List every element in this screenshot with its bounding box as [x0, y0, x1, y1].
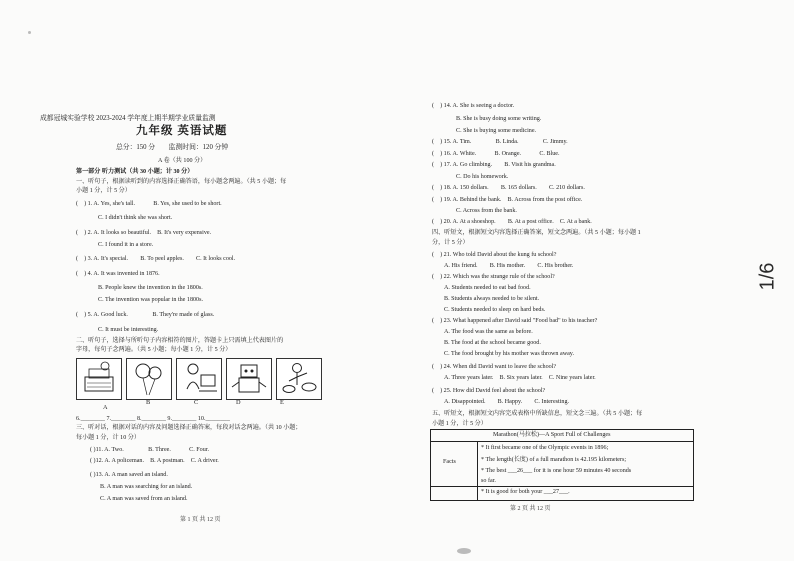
question-5-option-c: C. It must be interesting. — [98, 327, 159, 333]
part1-heading: 第一部分 听力测试（共 30 小题；计 30 分） — [76, 169, 194, 175]
table-column-divider — [477, 441, 478, 500]
sec1-title-cont: 小题 1 分，计 5 分） — [76, 188, 131, 194]
question-14-option-c: C. She is buying some medicine. — [456, 128, 537, 134]
picture-label-b: B — [146, 399, 151, 406]
picture-label-c: C — [194, 399, 199, 406]
picture-label-e: E — [280, 399, 284, 406]
question-23-option-b: B. The food at the school became good. — [444, 340, 541, 346]
question-24: ( ) 24. When did David want to leave the school? — [432, 364, 557, 370]
question-2: ( ) 2. A. It looks so beautiful. B. It's very expensive. — [76, 230, 212, 236]
marathon-table — [430, 429, 694, 501]
sec2-title: 二、听句子，选择与所听句子内容相符的图片，答题卡上只需填上代表图片的 — [76, 338, 284, 344]
question-22-option-a: A. Students needed to eat bad food. — [444, 285, 531, 291]
scan-mark — [457, 548, 471, 554]
exam-meta: 总分：150 分 监测时间：120 分钟 — [116, 144, 229, 151]
question-4: ( ) 4. A. It was invented in 1876. — [76, 271, 160, 277]
facts-label: Facts — [443, 459, 456, 465]
fact-3: * The best ___26___ for it is one hour 59 minutes 40 seconds — [481, 468, 632, 474]
question-20: ( ) 20. A. At a shoeshop. B. At a post office. C. At a bank. — [432, 219, 592, 225]
computer-user-picture — [177, 359, 221, 399]
sec2-title-cont: 字母，每句子念两遍。（共 5 小题；每小题 1 分，计 5 分） — [76, 347, 232, 353]
question-17: ( ) 17. A. Go climbing. B. Visit his grandma. — [432, 162, 556, 168]
question-18: ( ) 18. A. 150 dollars. B. 165 dollars. C. 210 dollars. — [432, 185, 585, 191]
typewriter-picture — [77, 359, 121, 399]
question-4-option-b: B. People knew the invention in the 1800s. — [98, 285, 203, 291]
question-16: ( ) 16. A. White. B. Orange. C. Blue. — [432, 151, 560, 157]
sec5-title: 五、听短文，根据短文内容完成表格中所缺信息，短文念三遍。（共 5 小题；每 — [432, 411, 643, 417]
school-title: 成都冠城实验学校 2023-2024 学年度上期半期学业质量监测 — [40, 115, 216, 122]
fact-1: * It first became one of the Olympic events in 1896; — [481, 445, 609, 451]
table-divider-2 — [431, 486, 693, 487]
question-24-options: A. Three years later. B. Six years later. C. Nine years later. — [444, 375, 596, 381]
fact-3-cont: so far. — [481, 478, 496, 484]
robot-picture — [227, 359, 271, 399]
question-25-options: A. Disappointed. B. Happy. C. Interesting. — [444, 399, 570, 405]
sec4-title-cont: 分，计 5 分） — [432, 240, 469, 246]
question-23: ( ) 23. What happened after David said "Food bad" to his teacher? — [432, 318, 598, 324]
sec2-answer-blanks: 6.________ 7.________ 8.________ 9.________ 10.________ — [76, 416, 230, 422]
picture-d — [226, 358, 272, 400]
question-13-option-c: C. A man was saved from an island. — [100, 496, 188, 502]
picture-a — [76, 358, 122, 400]
question-22-option-b: B. Students always needed to be silent. — [444, 296, 540, 302]
sec1-title: 一、听句子，根据读听到的内容选择正确答语，每小题念两遍。（共 5 小题；每 — [76, 179, 287, 185]
picture-label-d: D — [236, 399, 241, 406]
question-19: ( ) 19. A. Behind the bank. B. Across from the post office. — [432, 197, 583, 203]
left-page-number: 第 1 页 共 12 页 — [180, 517, 221, 523]
question-3: ( ) 3. A. It's special. B. To peel apples. C. It looks cool. — [76, 256, 236, 262]
table-divider — [431, 441, 693, 442]
question-14-option-b: B. She is busy doing some writing. — [456, 116, 542, 122]
question-21: ( ) 21. Who told David about the kung fu school? — [432, 252, 557, 258]
fact-4: * It is good for both your ___27___. — [481, 489, 570, 495]
question-14: ( ) 14. A. She is seeing a doctor. — [432, 103, 515, 109]
picture-label-a: A — [103, 404, 108, 411]
sec3-title: 三、听对话，根据对话的内容及问题选择正确答案，每段对话念两遍。（共 10 小题； — [76, 425, 302, 431]
picture-b — [126, 358, 172, 400]
question-19-option-c: C. Across from the bank. — [456, 208, 517, 214]
picture-c — [176, 358, 222, 400]
fact-2: * The length(长度) of a full marathon is 42.195 kilometers; — [481, 457, 627, 463]
question-4-option-c: C. The invention was popular in the 1800s. — [98, 297, 203, 303]
page-fraction-mark: 1/6 — [756, 262, 779, 291]
sec4-title: 四、听短文，根据短文内容选择正确答案，短文念两遍。（共 5 小题；每小题 1 — [432, 230, 641, 236]
question-5: ( ) 5. A. Good luck. B. They're made of glass. — [76, 312, 215, 318]
picture-e — [276, 358, 322, 400]
question-25: ( ) 25. How did David feel about the school? — [432, 388, 546, 394]
question-22: ( ) 22. Which was the strange rule of the school? — [432, 274, 555, 280]
question-21-options: A. His friend. B. His mother. C. His brother. — [444, 263, 574, 269]
right-page — [400, 0, 794, 561]
drummer-picture — [277, 359, 321, 399]
sec3-title-cont: 每小题 1 分，计 10 分） — [76, 435, 140, 441]
question-23-option-c: C. The food brought by his mother was thrown away. — [444, 351, 574, 357]
question-12: ( )12. A. A policeman. B. A postman. C. A driver. — [90, 458, 219, 464]
right-page-number: 第 2 页 共 12 页 — [510, 506, 551, 512]
table-title: Marathon(马拉松)—A Sport Full of Challenges — [493, 432, 611, 438]
sec5-title-cont: 小题 1 分，计 5 分） — [432, 421, 487, 427]
balloons-picture — [127, 359, 171, 399]
question-2-option-c: C. I found it in a store. — [98, 242, 154, 248]
question-22-option-c: C. Students needed to sleep on hard beds. — [444, 307, 546, 313]
volume-label: A 卷（共 100 分） — [158, 158, 207, 164]
question-13-option-b: B. A man was searching for an island. — [100, 484, 193, 490]
question-13: ( )13. A. A man saved an island. — [90, 472, 168, 478]
question-11: ( )11. A. Two. B. Three. C. Four. — [90, 447, 209, 453]
scan-mark-2 — [28, 31, 31, 34]
question-23-option-a: A. The food was the same as before. — [444, 329, 533, 335]
question-17-option-c: C. Do his homework. — [456, 174, 509, 180]
question-15: ( ) 15. A. Tim. B. Linda. C. Jimmy. — [432, 139, 568, 145]
subject-title: 九年级 英语试题 — [136, 125, 228, 137]
question-1-option-c: C. I didn't think she was short. — [98, 215, 173, 221]
question-1: ( ) 1. A. Yes, she's tall. B. Yes, she used to be short. — [76, 201, 222, 207]
